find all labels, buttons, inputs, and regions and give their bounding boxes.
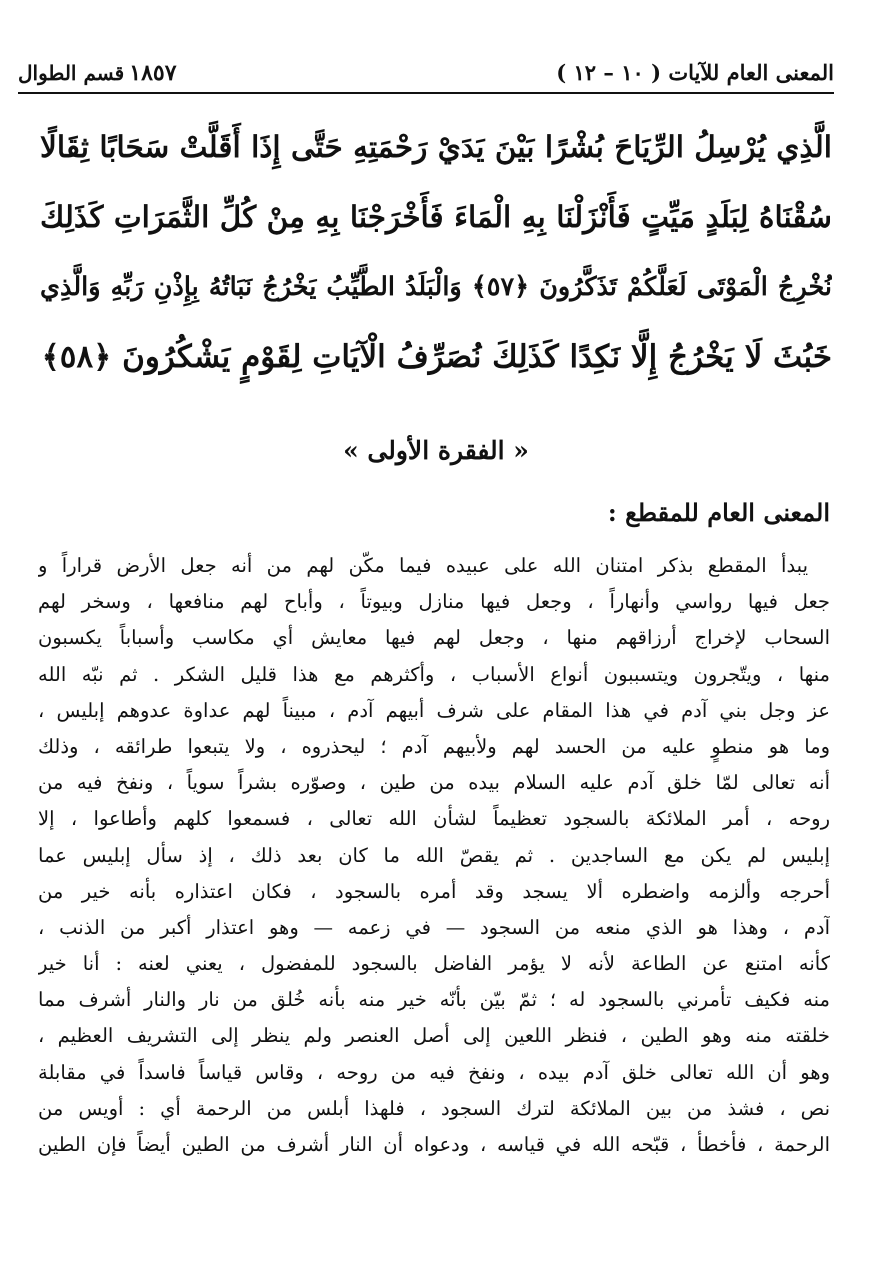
body-line: نص ، فشذ من بين الملائكة لترك السجود ، فلهذا أبلس من الرحمة أي : أويس من [38,1096,830,1120]
section-heading: « الفقرة الأولى » [343,436,529,465]
body-line: السحاب لإخراج أرزاقهم منها ، وجعل لهم فيها معايش أي مكاسب وأسباباً يكسبون [38,626,830,650]
page-number: ١٨٥٧ [129,60,177,86]
section-name: قسم الطوال [18,61,125,85]
body-line: الرحمة ، فأخطأ ، قبّحه الله في قياسه ، ودعواه أن النار أشرف من الطين أيضاً فإن الطين [38,1133,830,1156]
body-line: وما هو منطوٍ عليه من الحسد لهم ولأبيهم آدم ؛ ليحذروه ، ولا يتبعوا طرائقه ، وذلك [38,734,830,758]
body-line: منها ، ويتّجرون ويتسببون أنواع الأسباب ، وأكثرهم مع هذا قليل الشكر . ثم نبّه الله [38,662,830,686]
verse-line: الَّذِي يُرْسِلُ الرِّيَاحَ بُشْرًا بَيْنَ يَدَيْ رَحْمَتِهِ حَتَّى إِذَا أَقَلَّتْ سَحَابًا ثِقَالًا [40,129,832,164]
body-line: جعل فيها رواسي وأنهاراً ، وجعل فيها منازل وبيوتاً ، وأباح لهم منافعها ، وسخر لهم [38,590,830,614]
header-divider [18,92,834,94]
header-left-group [18,60,191,86]
body-line: أحرجه وألزمه واضطره ألا يسجد وقد أمره بالسجود ، فكان اعتذاره بأنه خير من [38,879,830,903]
body-line: آدم ، وهذا هو الذي منعه من السجود — في زعمه — وهو اعتذار أكبر من الذنب ، [38,915,830,939]
body-line: منه فكيف تأمرني بالسجود له ؛ ثمّ بيّن بأنّه خير منه بأنه خُلق من نار والنار أشرف مما [38,988,830,1012]
verse-line: نُخْرِجُ الْمَوْتَى لَعَلَّكُمْ تَذَكَّرُونَ ﴿٥٧﴾ وَالْبَلَدُ الطَّيِّبُ يَخْرُجُ نَبَاتُهُ بِإِذْنِ رَبِّهِ وَالَّذِي [40,272,832,302]
quran-verses [40,112,832,392]
subheading: المعنى العام للمقطع : [607,498,830,527]
body-line: خلقته منه وهو الطين ، فنظر اللعين إلى أصل العنصر ولم ينظر إلى التشريف العظيم ، [38,1024,830,1048]
verse-line: سُقْنَاهُ لِبَلَدٍ مَيِّتٍ فَأَنْزَلْنَا بِهِ الْمَاءَ فَأَخْرَجْنَا بِهِ مِنْ كُلِّ الثَّمَرَاتِ كَذَلِكَ [40,199,832,234]
body-line: أنه تعالى لمّا خلق آدم عليه السلام بيده من طين ، وصوّره بشراً سوياً ، ونفخ فيه من [38,771,830,795]
running-title: المعنى العام للآيات ( ١٠ – ١٢ ) [556,60,834,85]
body-paragraph [38,548,830,1163]
body-line: عز وجل بني آدم في هذا المقام على شرف أبيهم آدم ، مبيناً لهم عداوة عدوهم إبليس ، [38,698,830,722]
body-line: كأنه امتنع عن الطاعة لأنه لا يؤمر الفاضل بالسجود للمفضول ، يعني لعنه : أنا خير [38,952,830,976]
body-line: إبليس لم يكن مع الساجدين . ثم يقصّ الله ما كان بعد ذلك ، إذ سأل إبليس عما [38,843,830,867]
verse-line: خَبُثَ لَا يَخْرُجُ إِلَّا نَكِدًا كَذَلِكَ نُصَرِّفُ الْآيَاتِ لِقَوْمٍ يَشْكُرُونَ ﴿٥٨﴾ [41,339,832,375]
body-line: يبدأ المقطع بذكر امتنان الله على عبيده فيما مكّن لهم من أنه جعل الأرض قراراً و [38,554,808,577]
body-line: روحه ، أمر الملائكة بالسجود تعظيماً لشأن الله تعالى ، فسمعوا كلهم وأطاعوا ، إلا [38,807,830,831]
body-line: وهو أن الله تعالى خلق آدم بيده ، ونفخ فيه من روحه ، وقاس قياساً فاسداً في مقابلة [38,1060,830,1084]
page-header [18,56,834,94]
